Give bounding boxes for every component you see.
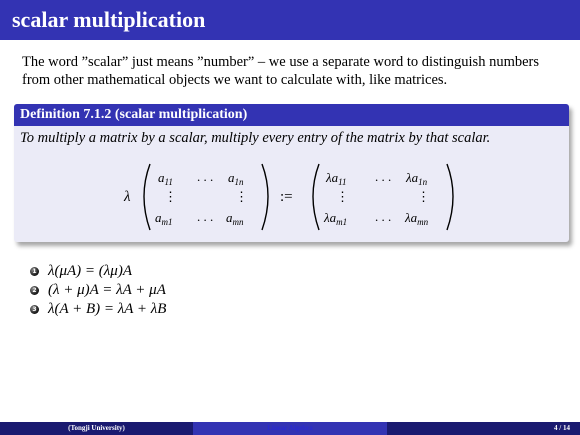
list-item bbox=[30, 281, 166, 299]
list-item bbox=[30, 300, 166, 318]
list-item bbox=[30, 262, 166, 280]
property-text: λ(A + B) = λA + λB bbox=[48, 300, 167, 317]
footer-bar bbox=[0, 422, 580, 435]
property-text: λ(μA) = (λμ)A bbox=[48, 262, 132, 279]
property-text: (λ + μ)A = λA + μA bbox=[48, 281, 166, 298]
entry-vdots: ⋮ bbox=[235, 189, 248, 204]
entry-a11: $a_{11}$ bbox=[158, 170, 173, 187]
entry-dots: . . . bbox=[197, 209, 214, 224]
lambda-symbol: λ bbox=[124, 189, 131, 205]
definition-heading: Definition 7.1.2 (scalar multiplication) bbox=[14, 104, 569, 126]
entry-vdots: ⋮ bbox=[164, 189, 177, 204]
title-bar bbox=[0, 0, 580, 40]
left-paren-2 bbox=[313, 164, 319, 230]
entry-am1: $a_{m1}$ bbox=[155, 210, 173, 227]
left-paren-1 bbox=[144, 164, 150, 230]
definition-statement: To multiply a matrix by a scalar, multiply every entry of the matrix by that scalar. bbox=[20, 130, 491, 146]
bullet-1-icon: 1 bbox=[30, 267, 39, 276]
bullet-2-icon: 2 bbox=[30, 286, 39, 295]
right-paren-1 bbox=[262, 164, 268, 230]
definition-box bbox=[14, 104, 569, 242]
entry-dots: . . . bbox=[197, 169, 214, 184]
entry-lamn: $\lambda a_{mn}$ bbox=[405, 210, 429, 227]
entry-a1n: $a_{1n}$ bbox=[228, 170, 244, 187]
matrix-equation-svg bbox=[14, 154, 569, 239]
entry-lam1: $\lambda a_{m1}$ bbox=[324, 210, 348, 227]
intro-paragraph: The word ”scalar” just means ”number” – we use a separate word to distinguish numbers from other mathematical objects we want to calculate with, like matrices. bbox=[22, 54, 540, 88]
footer-course: Linear Algebra bbox=[193, 422, 387, 435]
entry-vdots: ⋮ bbox=[336, 189, 349, 204]
right-paren-2 bbox=[447, 164, 453, 230]
slide-title: scalar multiplication bbox=[12, 7, 206, 32]
entry-dots: . . . bbox=[375, 169, 392, 184]
property-list bbox=[30, 262, 166, 319]
footer-institution: (Tongji University) bbox=[0, 422, 193, 435]
entry-dots: . . . bbox=[375, 209, 392, 224]
entry-vdots: ⋮ bbox=[417, 189, 430, 204]
matrix-equation bbox=[14, 154, 569, 239]
define-symbol: := bbox=[280, 189, 293, 205]
bullet-3-icon: 3 bbox=[30, 305, 39, 314]
entry-amn: $a_{mn}$ bbox=[226, 210, 244, 227]
footer-page-number: 4 / 14 bbox=[387, 422, 580, 435]
entry-la1n: $\lambda a_{1n}$ bbox=[406, 170, 428, 187]
entry-la11: $\lambda a_{11}$ bbox=[326, 170, 347, 187]
